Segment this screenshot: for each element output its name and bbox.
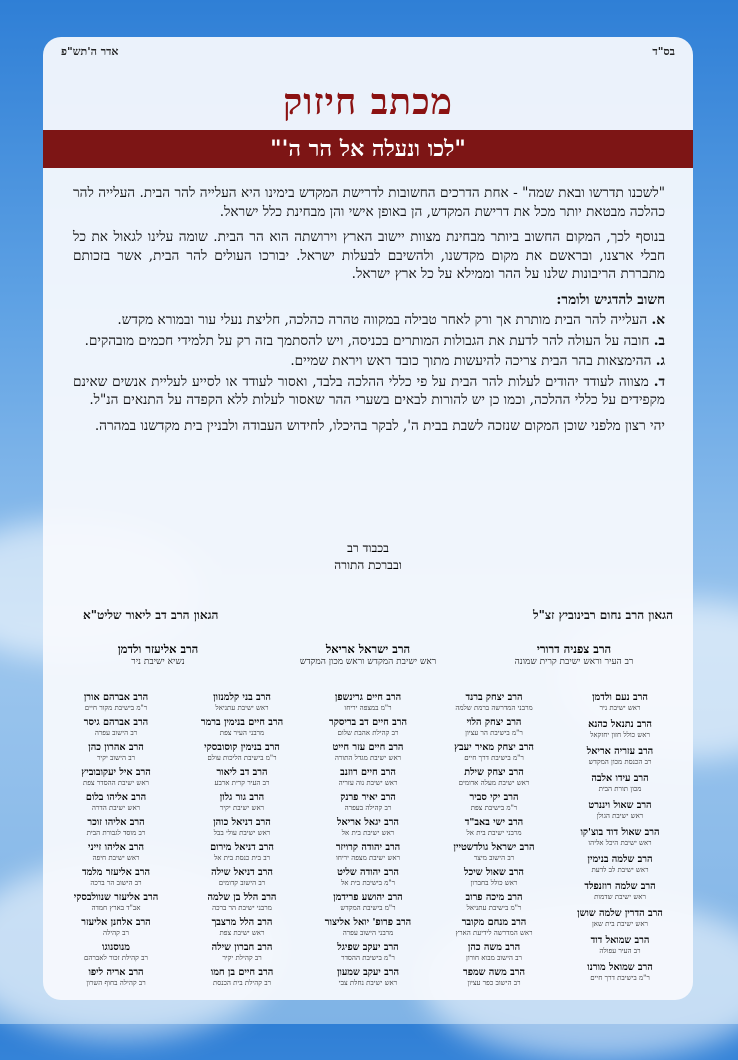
signatory-title: ראש ישיבת צפת — [219, 929, 265, 937]
signatory-name: הרב יקי סביר — [469, 792, 519, 803]
signatory-name: הרב הדרין שלמה שושן — [577, 908, 663, 919]
signatory-title: ראש המדרשה לידיעת הארץ — [455, 929, 533, 937]
signatory — [183, 817, 301, 842]
signatory — [309, 842, 427, 867]
signatory-title: רב הכנסת מכון המקדש — [588, 758, 652, 766]
point-item — [73, 352, 665, 371]
signatory-name: הרב שאול דוד בוצ'קו — [580, 827, 660, 838]
signatory-name: הרב עידו אלבה — [591, 773, 649, 784]
signatory-title: רב קהילה — [103, 929, 129, 937]
signatory-title: ר"מ בישיבת צפת — [470, 804, 518, 812]
signatory-title: ראש ישיבת שדמות — [594, 893, 646, 901]
signatory — [57, 942, 175, 967]
sub-leader — [83, 642, 233, 667]
signatory-name: הרב חיים גרינשפן — [334, 692, 402, 703]
signatory — [309, 792, 427, 817]
signatory — [561, 881, 679, 908]
signatory-name: הרב אליעזר שנוולבסקי — [73, 892, 159, 903]
signatory-name: הרב אליהו בלום — [85, 792, 147, 803]
signatory-title: מרבני ישיבת הר ברכה — [212, 904, 272, 912]
signatory — [561, 800, 679, 827]
signatory-name: הרב יהודה קרויזר — [335, 842, 401, 853]
signatory — [309, 767, 427, 792]
signatory-name: הרב יצחק מאיר יעבץ — [454, 742, 534, 753]
signatory-title: ר"מ במצפה יריחו — [344, 704, 392, 712]
signatory — [435, 892, 553, 917]
signatory — [561, 773, 679, 800]
signatory-title: רב קהילה בעפרה — [344, 804, 392, 812]
signatory — [561, 854, 679, 881]
signatory — [183, 692, 301, 717]
signatory-name: הרב יאיר פרנק — [340, 792, 396, 803]
signatory — [435, 967, 553, 992]
point-letter: ב. — [653, 332, 665, 349]
signatory-title: ר"מ בישיבת דרך חיים — [464, 754, 524, 762]
signatory — [435, 792, 553, 817]
signatory-column — [183, 692, 301, 992]
signatory-title: רב הישוב קדומים — [218, 879, 266, 887]
signatory — [57, 917, 175, 942]
signatory-name: הרב חיים בן חמו — [210, 967, 274, 978]
signatory-name: הרב עזריה אריאל — [586, 746, 654, 757]
letter-sheet — [43, 37, 693, 1000]
signatory — [435, 767, 553, 792]
signatory — [561, 935, 679, 962]
signatory-title: רב מוסד לגבורת הבית — [86, 829, 146, 837]
signatory-column — [435, 692, 553, 992]
signatory — [57, 792, 175, 817]
signatory-name: הרב אברהם אורן — [83, 692, 149, 703]
signatory-name: הרב חיים עזר חייט — [332, 742, 404, 753]
sub-leader-title: רב העיר וראש ישיבת קרית שמונה — [514, 657, 634, 667]
signatory-title: רב הישוב מבוא חורון — [466, 954, 522, 962]
signatory-name: הרב משה שמפר — [463, 967, 525, 978]
signatory — [183, 967, 301, 992]
signatory-name: הרב יעקב שמעון — [336, 967, 400, 978]
point-text: העלייה להר הבית מותרת אך ורק לאחר טבילה במקווה טהרה כהלכה, חליצת נעלי עור ובמורא מקדש. — [117, 312, 648, 328]
signatory — [309, 892, 427, 917]
signatory-title: ר"מ בישיבת המקדש — [340, 904, 396, 912]
signatory-title: רב קהילת בית הכנסת — [212, 979, 272, 987]
point-item — [73, 332, 665, 351]
signatory-title: רב קהילת אהבת שלום — [337, 729, 399, 737]
signatory-title: ראש כולל חזון יחזקאל — [590, 731, 650, 739]
signatory-column — [561, 692, 679, 992]
signatory-name: הרב מנחם מקובר — [461, 917, 527, 928]
paragraph: בנוסף לכך, המקום החשוב ביותר מבחינת מצוות יישוב הארץ וירושתה הוא הר הבית. שומה עלינו לגאול את כל חבלי ארצנו, ובראשם את מקום מקדשנו, ולהשיבם לבעלות ישראל. יבורכו העולים להר הבית, אשר בזכותם מתבררת הריבונות שלנו על ההר וממילא על כל ארץ ישראל. — [73, 229, 665, 282]
point-item — [73, 311, 665, 330]
signatory — [57, 867, 175, 892]
signatory-title: ראש ישיבת מגדל התורה — [334, 754, 402, 762]
signatory-name: הרב בנימין קוסובסקי — [204, 742, 280, 753]
signatory-name: הרב יצחק הלוי — [466, 717, 522, 728]
signatory-name: הרב דניאל מירום — [210, 842, 274, 853]
signatory-title: ראש ישיבת יקיר — [219, 804, 265, 812]
signatory-name: הרב יעקב שפיגל — [337, 942, 399, 953]
signatory-title: רב הישוב עפרה — [94, 729, 138, 737]
signatory-name: הרב איל יעקובוביץ — [81, 767, 151, 778]
signatory-title: מרבני הישוב עפרה — [342, 929, 394, 937]
signatory — [183, 942, 301, 967]
signatory-title: ראש ישיבת מעלה אדומים — [458, 779, 530, 787]
sub-leader-title: ראש ישיבת המקדש וראש מכון המקדש — [299, 657, 437, 667]
signatory — [435, 942, 553, 967]
signatory-title: מרבני ישיבת בית אל — [466, 829, 522, 837]
sub-leader-name: הרב אליעזר ולדמן — [117, 642, 199, 656]
signatory-name: הרב הלל בן שלמה — [207, 892, 277, 903]
signatory-name: הרב אברהם גיסר — [83, 717, 149, 728]
signatory — [435, 717, 553, 742]
signatory-name: הרב שמואל דוד — [590, 935, 650, 946]
signatory-title: רב העיר קרית ארבע — [214, 779, 270, 787]
signatory — [561, 719, 679, 746]
sign-off-line: בכבוד רב — [347, 541, 389, 555]
signatory-title: ראש ישיבת עולי בבל — [213, 829, 271, 837]
signatory-name: הרב שלמה בנימין — [587, 854, 653, 865]
signatory — [57, 967, 175, 992]
signatory-name: הרב שלמה רוזנפלד — [584, 881, 656, 892]
signatory — [561, 827, 679, 854]
signatory-name: הרב מיכה פרוב — [465, 892, 523, 903]
sub-leader-name: הרב ישראל אריאל — [325, 642, 411, 656]
signatory-name: הרב ישי באב"ד — [464, 817, 524, 828]
signatory-name: הרב נתנאל כהנא — [588, 719, 652, 730]
signatory — [57, 717, 175, 742]
leader-signature-right: הגאון הרב נחום רבינוביץ זצ"ל — [532, 608, 673, 622]
signatory — [435, 867, 553, 892]
letter-body — [73, 184, 665, 442]
signatory-column — [57, 692, 175, 992]
signatory — [309, 967, 427, 992]
signatory-title: ראש ישיבת הדרה — [91, 804, 141, 812]
signatory — [183, 917, 301, 942]
signatory-name: הרב אליעזר מלמד — [82, 867, 150, 878]
signatory-title: ראש ישיבת עתניאל — [215, 704, 269, 712]
signatory-title: רב הישוב כפר עציון — [467, 979, 521, 987]
signatory-title: ראש ישיבת נוה עזריה — [338, 779, 398, 787]
signatory-name: הרב אליהו זוכר — [87, 817, 145, 828]
signatory-title: רב הישוב מיצר — [473, 854, 515, 862]
signatory-name: הרב שמואל מורנו — [587, 962, 653, 973]
signatory-title: רב הישוב יקיר — [96, 754, 136, 762]
signatory-name: הרב נעם ולדמן — [592, 692, 648, 703]
signatory-title: ר"מ בישיבת בית אל — [340, 879, 396, 887]
banner-heading: "לכו ונעלה אל הר ה'" — [43, 130, 693, 168]
signatory-title: ראש ישיבת מצפה יריחו — [335, 854, 401, 862]
signatory — [57, 817, 175, 842]
signatory — [435, 692, 553, 717]
signatory — [57, 692, 175, 717]
point-item — [73, 373, 665, 410]
signatory — [57, 892, 175, 917]
signatory-title: ראש ישיבת ההסדר צפת — [83, 779, 149, 787]
point-text: חובה על העולה להר לדעת את הגבולות המותרים בכניסה, ויש להסתמך בזה רק על תלמידי חכמים מובהקים. — [84, 332, 650, 349]
signatory-name: הרב דניאל שילה — [211, 867, 273, 878]
signatory-name: הרב חיים רוזנב — [340, 767, 396, 778]
signatory-name: הרב דב ליאור — [216, 767, 268, 778]
sub-leader-name: הרב צפניה דרורי — [536, 642, 612, 656]
hebrew-date: אדר ה'תש"פ — [61, 45, 119, 58]
signatory-name: הרב יצחק שילת — [464, 767, 524, 778]
signatory — [183, 892, 301, 917]
signatory-name: הרב אהרון כהן — [88, 742, 144, 753]
signatory-title: מכון תורת הבית — [598, 785, 642, 793]
signatory — [183, 842, 301, 867]
bsd-mark: בס"ד — [652, 45, 675, 58]
sub-leader-title: נשיא ישיבת ניר — [131, 657, 185, 667]
signatory-name: הרב יצחק ברנד — [465, 692, 523, 703]
signatory — [309, 692, 427, 717]
signatory — [561, 692, 679, 719]
signatory-title: רב הישוב הר ברכה — [90, 879, 142, 887]
page-title: מכתב חיזוק — [282, 81, 454, 123]
paragraph: "לשכנו תדרשו ובאת שמה" - אחת הדרכים החשובות לדרישת המקדש בימינו היא העלייה להר הבית. העלייה להר כהלכה מבטאת יותר מכל את דרישת המקדש, הן באופן אישי והן מבחינת כלל ישראל. — [73, 185, 665, 220]
signatory-name: הרב אליהו זייני — [87, 842, 144, 853]
signatory-title: רב העיר עפולה — [599, 947, 641, 955]
signatory-title: ר"מ בישיבת מקור חיים — [84, 704, 148, 712]
signatory-title: ראש ישיבת ניר — [599, 704, 641, 712]
signatory-name: הרב חיים בנימין ברמר — [200, 717, 284, 728]
signatories-grid — [57, 692, 679, 992]
signatory — [435, 917, 553, 942]
signatory — [435, 742, 553, 767]
signatory-name: הרב יגאל אריאל — [337, 817, 399, 828]
signatory-name: הרב יהושע פרידמן — [333, 892, 403, 903]
signatory-title: ר"מ בישיבת עתניאל — [466, 904, 522, 912]
signatory — [57, 742, 175, 767]
signatory-title: ראש ישיבת חיפה — [92, 854, 140, 862]
signatory-name: הרב שאול ויננרט — [588, 800, 652, 811]
signatory-title: ראש ישיבת הגולן — [596, 812, 644, 820]
sign-off-line: ובברכת התורה — [334, 558, 402, 572]
signatory-title: רב קהילת זכור לאברהם — [84, 954, 148, 962]
signatory — [435, 842, 553, 867]
signatory-name: הרב משה כהן — [467, 942, 521, 953]
signatory-title: ראש ישיבת בית אל — [341, 829, 395, 837]
sign-off — [43, 540, 693, 574]
signatory — [183, 717, 301, 742]
signatory-title: ראש כולל בחברון — [470, 879, 518, 887]
signatory-name: הרב דניאל כוהן — [213, 817, 271, 828]
sub-leader — [479, 642, 669, 667]
signatory-name: הרב חברון שילה — [211, 942, 273, 953]
signatory-title: אב"ד בארץ חמדה — [91, 904, 141, 912]
signatory-title: רב קהילה בחוף השרון — [86, 979, 146, 987]
signatory — [309, 942, 427, 967]
signatory — [57, 842, 175, 867]
signatory-title: ר"מ בישיבת דרך חיים — [590, 974, 650, 982]
signatory — [309, 717, 427, 742]
signatory — [309, 917, 427, 942]
signatory-name: הרב גור גלון — [219, 792, 265, 803]
signatory-name: הרב הלל מרצבך — [211, 917, 273, 928]
signatory-title: ר"מ בישיבת הר עציון — [465, 729, 523, 737]
signatory-name: הרב שאול שיכל — [464, 867, 524, 878]
signatory — [435, 817, 553, 842]
signatory-title: ראש ישיבת היכל אליהו — [588, 839, 652, 847]
signatory-name: הרב חיים דב בריסקר — [329, 717, 407, 728]
signatory-title: ראש ישיבת נחלת צבי — [338, 979, 398, 987]
signatory-name: הרב אלחנן אליעזר — [81, 917, 151, 928]
signatory — [309, 867, 427, 892]
signatory — [309, 742, 427, 767]
signatory-title: ר"מ בישיבת הליכות עולם — [207, 754, 277, 762]
point-letter: ד. — [653, 373, 665, 390]
signatory — [57, 767, 175, 792]
signatory — [561, 962, 679, 989]
signatory-name: הרב בני קלמנזון — [213, 692, 271, 703]
signatory-title: רב קהילת יקיר — [222, 954, 262, 962]
signatory-title: ראש ישיבת לב לדעת — [591, 866, 649, 874]
signatory — [561, 746, 679, 773]
signatory-name: הרב ישראל גולדשטיין — [453, 842, 535, 853]
signatory — [561, 908, 679, 935]
signatory-column — [309, 692, 427, 992]
signatory-title: מרבני העיר צפת — [219, 729, 265, 737]
signatory-name: הרב פרופ' יואל אליצור — [324, 917, 412, 928]
signatory-name: מנוסנוגו — [102, 942, 130, 953]
closing-blessing: יהי רצון מלפני שוכן המקום שנזכה לשבת בבית ה', לבקר בהיכלו, לחידוש העבודה ולבניין בית מקדשנו במהרה. — [94, 417, 665, 434]
leader-signature-left: הגאון הרב דב ליאור שליט"א — [83, 608, 219, 622]
signatory — [183, 742, 301, 767]
emphasis-title: חשוב להדגיש ולומר: — [556, 291, 665, 308]
point-text: ההימצאות בהר הבית צריכה להיעשות מתוך כובד ראש ויראת שמיים. — [290, 353, 652, 369]
signatory — [183, 867, 301, 892]
signatory — [309, 817, 427, 842]
signatory-name: הרב אריה ליפו — [88, 967, 144, 978]
signatory-title: מרבני המדרשה ברמת שלמה — [455, 704, 533, 712]
point-letter: ג. — [655, 353, 665, 369]
signatory-title: ר"מ בישיבת ההסדר — [341, 954, 395, 962]
signatory-title: רב בית כנסת בית אל — [213, 854, 271, 862]
signatory-name: הרב יהודה שליט — [337, 867, 399, 878]
point-text: מצווה לעודד יהודים לעלות להר הבית על פי כללי ההלכה בלבד, ואסור לעודד או לסייע לעליית אנשים שאינם מקפידים על כללי ההלכה, וכמו כן יש להורות לבאים בשערי ההר שאסור לעלות ללא הקפדה על התנאים הנ"ל. — [73, 373, 665, 408]
signatory — [183, 767, 301, 792]
point-letter: א. — [651, 312, 665, 328]
signatory — [183, 792, 301, 817]
sub-leader — [263, 642, 473, 667]
signatory-title: ראש ישיבת בית שאן — [592, 920, 648, 928]
